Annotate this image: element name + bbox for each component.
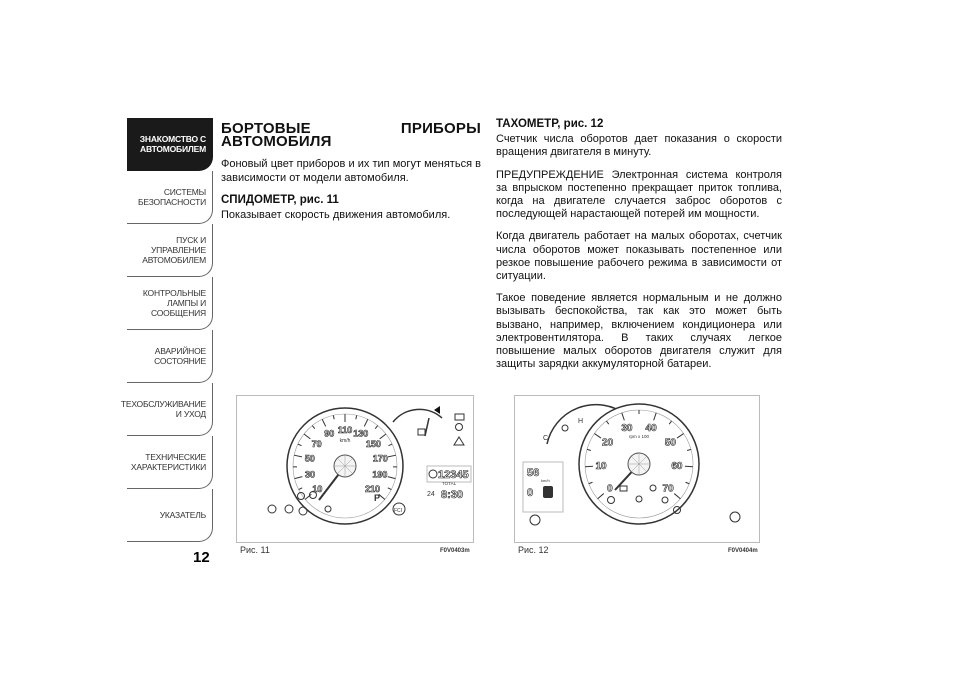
figure-11-code: F0V0403m: [440, 548, 470, 554]
temp-hot-mark: H: [578, 418, 584, 425]
page-title: БОРТОВЫЕ ПРИБОРЫ АВТОМОБИЛЯ: [221, 120, 481, 151]
tachometer-paragraph: Счетчик числа оборотов дает показания о скорости вращения двигателя в минуту.: [496, 133, 782, 159]
figure-11-caption: Рис. 11: [240, 545, 270, 555]
odometer-readout: 12345: [438, 469, 469, 481]
display-gear: 0: [527, 487, 534, 499]
rpm-scale-label: 30: [621, 422, 633, 434]
sidebar-item-maintenance[interactable]: [120, 383, 213, 436]
sidebar-item-label: ПУСК И УПРАВЛЕНИЕ АВТОМОБИЛЕМ: [142, 235, 206, 265]
rpm-scale-label: 0: [607, 483, 613, 495]
rpm-scale-label: 50: [664, 437, 676, 449]
speed-scale-label: 90: [324, 428, 335, 439]
figure-12-caption: Рис. 12: [518, 545, 549, 555]
rpm-scale-label: 10: [595, 460, 607, 472]
speed-scale-label: 170: [372, 453, 388, 464]
idle-paragraph: Когда двигатель работает на малых оборотах, счетчик числа оборотов может показывать постепенное или резкое повышение рабочего режима в зависимости от ситуации.: [496, 230, 782, 283]
right-column: [496, 118, 782, 380]
sidebar-item-index[interactable]: [127, 489, 213, 542]
speed-scale-label: 50: [304, 453, 315, 464]
figure-12-code: F0V0404m: [728, 548, 758, 554]
sidebar-item-warning-lights[interactable]: [127, 277, 213, 330]
section-sidebar: [120, 118, 213, 542]
page-number: 12: [193, 549, 210, 566]
tachometer-heading: ТАХОМЕТР, рис. 12: [496, 118, 604, 130]
svg-text:FCI: FCI: [394, 508, 403, 514]
sidebar-item-driving[interactable]: [127, 224, 213, 277]
figure-tachometer: [514, 395, 760, 543]
sidebar-item-label: ЗНАКОМСТВО С АВТОМОБИЛЕМ: [139, 134, 206, 154]
rpm-scale-label: 40: [645, 422, 657, 434]
clock-readout: 8:30: [441, 489, 464, 501]
clock-prefix: 24: [427, 491, 435, 498]
sidebar-item-label: ТЕХОБСЛУЖИВАНИЕ И УХОД: [120, 399, 206, 419]
sidebar-item-safety[interactable]: [127, 171, 213, 224]
sidebar-item-label: КОНТРОЛЬНЫЕ ЛАМПЫ И СООБЩЕНИЯ: [142, 288, 206, 318]
speed-scale-label: 10: [312, 484, 323, 495]
sidebar-item-label: СИСТЕМЫ БЕЗОПАСНОСТИ: [138, 187, 206, 207]
speedometer-illustration: [237, 396, 473, 542]
speed-scale-label: 110: [337, 425, 353, 435]
sidebar-item-label: ТЕХНИЧЕСКИЕ ХАРАКТЕРИСТИКИ: [130, 452, 206, 472]
speed-scale-label: 210: [365, 484, 381, 495]
speed-scale-label: 70: [311, 438, 322, 449]
sidebar-item-emergency[interactable]: [127, 330, 213, 383]
svg-text:P: P: [374, 493, 381, 503]
odometer-label: TOTAL: [442, 481, 457, 486]
speed-scale-label: 150: [365, 438, 381, 449]
sidebar-item-specs[interactable]: [127, 436, 213, 489]
left-column: [221, 122, 481, 231]
speedometer-paragraph: Показывает скорость движения автомобиля.: [221, 209, 451, 222]
sidebar-item-label: АВАРИЙНОЕ СОСТОЯНИЕ: [154, 346, 206, 366]
speedometer-heading: СПИДОМЕТР, рис. 11: [221, 193, 339, 206]
rpm-scale-label: 20: [602, 437, 614, 449]
speed-unit-label: km/h: [339, 438, 351, 444]
warning-paragraph: ПРЕДУПРЕЖДЕНИЕ Электронная система контроля за впрыском постепенно прекращает приток топлива, когда на двигателе случается заброс оборотов с последующей нарастающей потерей им мощности.: [496, 168, 782, 221]
tachometer-illustration: [515, 396, 759, 542]
intro-paragraph: Фоновый цвет приборов и их тип могут меняться в зависимости от модели автомобиля.: [221, 158, 481, 184]
sidebar-item-intro[interactable]: [127, 118, 213, 171]
display-unit: km/h: [541, 478, 550, 483]
normal-paragraph: Такое поведение является нормальным и не должно вызывать беспокойства, так как это может быть вызвано, например, включением кондиционера или электровентилятора. В таких случаях легкое повышение малых оборотов двигателя служит для защиты зарядки аккумуляторной батареи.: [496, 292, 782, 371]
rpm-scale-label: 70: [662, 483, 674, 495]
display-speed: 56: [527, 467, 540, 479]
speed-scale-label: 30: [305, 469, 316, 480]
rpm-scale-label: 60: [671, 460, 683, 472]
rpm-unit-label: rpm x 100: [628, 434, 650, 439]
speed-scale-label: 130: [353, 428, 369, 439]
temp-cold-mark: C: [543, 435, 549, 442]
sidebar-item-label: УКАЗАТЕЛЬ: [159, 510, 206, 520]
figure-speedometer: [236, 395, 474, 543]
speed-scale-label: 190: [372, 469, 388, 480]
